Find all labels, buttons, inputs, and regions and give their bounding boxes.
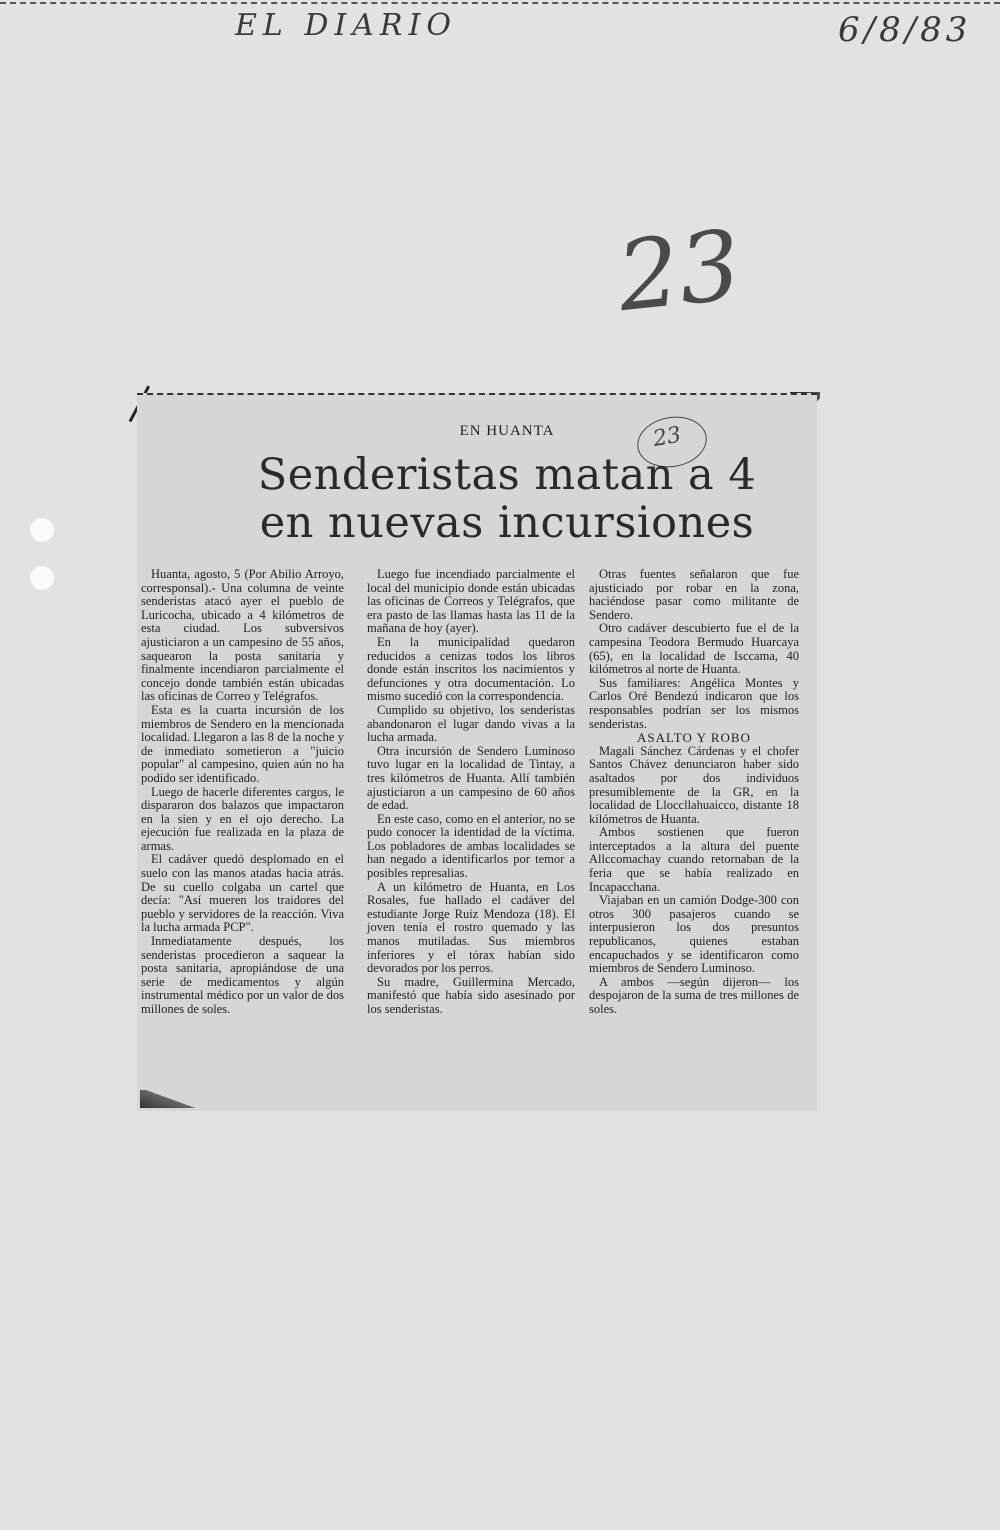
article-subhead: ASALTO Y ROBO bbox=[637, 730, 751, 746]
headline-line-1: Senderistas matan a 4 bbox=[257, 450, 757, 500]
paragraph: Esta es la cuarta incursión de los miembros de Sendero en la mencionada localidad. Llegaron a las 8 de la noche y de inmediato sometieron a "juicio popular" al campesino, quien aún no ha podido ser identificado. bbox=[141, 702, 344, 785]
article-headline bbox=[137, 451, 877, 547]
paragraph: Su madre, Guillermina Mercado, manifestó que había sido asesinado por los senderistas. bbox=[367, 974, 575, 1016]
punch-hole-top bbox=[30, 518, 54, 542]
paragraph: Sus familiares: Angélica Montes y Carlos Oré Bendezú indicaron que los responsables podrían ser los mismos senderistas. bbox=[589, 675, 799, 731]
handwritten-page-number: 23 bbox=[612, 208, 746, 334]
paragraph: Otra incursión de Sendero Luminoso tuvo lugar en la localidad de Tintay, a tres kilómetros de Huanta. Allí también ajusticiaron a un campesino de 60 años de edad. bbox=[367, 743, 575, 813]
paragraph: A ambos —según dijeron— los despojaron de la suma de tres millones de soles. bbox=[589, 974, 799, 1016]
paragraph: Otras fuentes señalaron que fue ajusticiado por robar en la zona, haciéndose pasar como militante de Sendero. bbox=[589, 567, 799, 622]
paragraph: Luego fue incendiado parcialmente el local del municipio donde están ubicadas las oficinas de Correos y Telégrafos, que era pasto de las llamas hasta las 11 de la mañana de hoy (ayer). bbox=[367, 567, 575, 636]
page-top-edge bbox=[0, 2, 1000, 4]
paragraph: Luego de hacerle diferentes cargos, le dispararon dos balazos que impactaron en la sien y en el ojo derecho. La ejecución fue realizada en la plaza de armas. bbox=[141, 784, 344, 853]
handwritten-source: EL DIARIO bbox=[235, 8, 457, 43]
paragraph: Otro cadáver descubierto fue el de la campesina Teodora Bermudo Huarcaya (65), en la localidad de Isccama, 40 kilómetros al norte de Huanta. bbox=[589, 621, 799, 677]
paragraph: Viajaban en un camión Dodge-300 con otros 300 pasajeros cuando se interpusieron los dos presuntos republicanos, quienes estaban encapuchados y se identificaron como miembros de Sendero Luminoso. bbox=[589, 893, 799, 976]
paragraph: Magali Sánchez Cárdenas y el chofer Santos Chávez denunciaron haber sido asaltados por dos individuos presumiblemente de la GR, en la localidad de Lloccllahuaicco, distante 18 kilómetros de Huanta. bbox=[589, 743, 799, 826]
paragraph: A un kilómetro de Huanta, en Los Rosales, fue hallado el cadáver del estudiante Jorge Ruiz Mendoza (18). El joven tenía el rostro quemado y las manos mutiladas. Sus miembros inferiores y el tórax habían sido devorados por los perros. bbox=[367, 879, 575, 976]
paragraph: Inmediatamente después, los senderistas procedieron a saquear la posta sanitaria, apropiándose de una serie de medicamentos y algún instrumental médico por un valor de dos millones de soles. bbox=[141, 934, 344, 1016]
newspaper-clipping bbox=[137, 393, 817, 1111]
paragraph: Huanta, agosto, 5 (Por Abilio Arroyo, corresponsal).- Una columna de veinte senderistas atacó ayer el pueblo de Luricocha, ubicado a 4 kilómetros de esta ciudad. Los subversivos ajusticiaron a un campesino de 55 años, saquearon la posta sanitaria y finalmente incendiaron parcialmente el concejo donde también están ubicadas las oficinas de Correo y Telégrafos. bbox=[141, 567, 344, 704]
clipping-corner-shadow bbox=[140, 1090, 200, 1108]
punch-hole-bottom bbox=[30, 566, 54, 590]
paragraph: Cumplido su objetivo, los senderistas abandonaron el lugar dando vivas a la lucha armada. bbox=[367, 702, 575, 745]
paragraph: Ambos sostienen que fueron interceptados a la altura del puente Allccomachay cuando retornaban de la feria que se había realizado en Incapacchana. bbox=[589, 825, 799, 894]
paragraph: En la municipalidad quedaron reducidos a cenizas todos los libros donde están inscritos los nacimientos y defunciones y otra documentación. Lo mismo sucedió con la correspondencia. bbox=[367, 634, 575, 704]
paragraph: En este caso, como en el anterior, no se pudo conocer la identidad de la víctima. Los pobladores de ambas localidades se han negado a identificarlos por temor a posibles represalias. bbox=[367, 811, 575, 881]
paragraph: El cadáver quedó desplomado en el suelo con las manos atadas hacia atrás. De su cuello colgaba un cartel que decía: "Así mueren los traidores del pueblo y servidores de la reacción. Viva la lucha armada PCP". bbox=[141, 852, 344, 935]
handwritten-date: 6/8/83 bbox=[838, 10, 972, 50]
headline-line-2: en nuevas incursiones bbox=[259, 498, 755, 548]
circled-number: 23 bbox=[651, 422, 684, 453]
article-kicker: EN HUANTA bbox=[459, 423, 555, 439]
article-column-1 bbox=[141, 568, 344, 1017]
article-column-3 bbox=[589, 568, 799, 1017]
article-column-2 bbox=[367, 568, 575, 1017]
